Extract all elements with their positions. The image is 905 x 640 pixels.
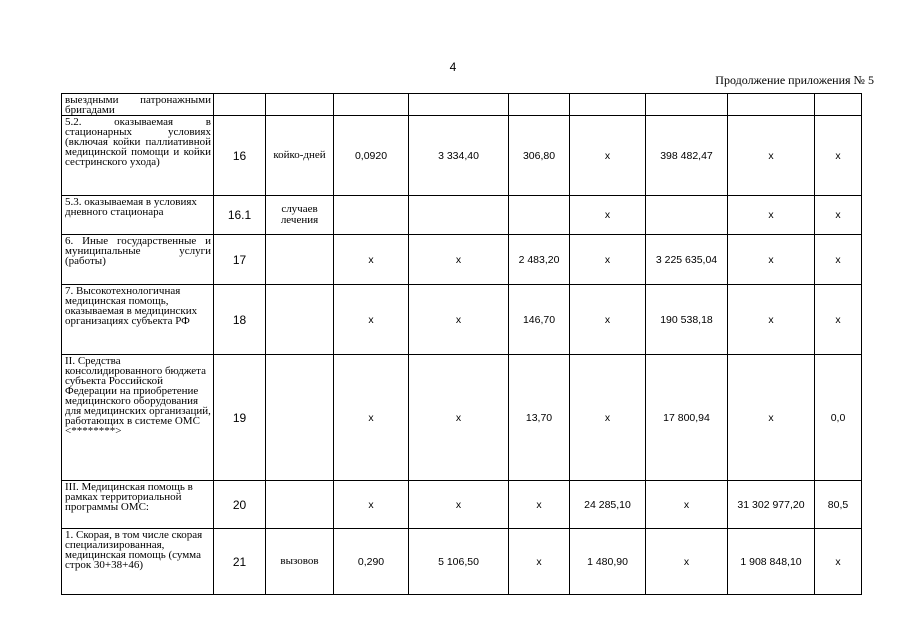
row-value: 80,5 <box>815 481 862 529</box>
table-row <box>62 196 862 235</box>
row-value: х <box>334 355 409 481</box>
row-value: 31 302 977,20 <box>728 481 815 529</box>
financing-table <box>61 93 862 595</box>
row-value: 1 480,90 <box>570 529 646 595</box>
row-value <box>646 94 728 116</box>
row-value: 2 483,20 <box>509 235 570 285</box>
row-value: х <box>815 116 862 196</box>
row-value: х <box>334 285 409 355</box>
row-value: 0,0920 <box>334 116 409 196</box>
row-value: х <box>646 481 728 529</box>
table-row <box>62 235 862 285</box>
appendix-continuation-note: Продолжение приложения № 5 <box>715 73 874 87</box>
row-number: 16.1 <box>214 196 266 235</box>
row-unit <box>266 481 334 529</box>
row-name: 7. Высокотехнологичная медицинская помощь, оказываемая в медицинских организациях субъекта РФ <box>62 285 214 355</box>
row-value: х <box>570 355 646 481</box>
row-number: 20 <box>214 481 266 529</box>
row-value: 398 482,47 <box>646 116 728 196</box>
table-row <box>62 529 862 595</box>
row-value <box>728 94 815 116</box>
row-value: х <box>409 481 509 529</box>
table-row <box>62 481 862 529</box>
row-unit: койко-дней <box>266 116 334 196</box>
row-value: х <box>815 529 862 595</box>
row-value: х <box>409 355 509 481</box>
row-value: х <box>509 481 570 529</box>
row-name: 1. Скорая, в том числе скорая специализированная, медицинская помощь (сумма строк 30+38+46) <box>62 529 214 595</box>
row-value: х <box>570 116 646 196</box>
row-number: 18 <box>214 285 266 355</box>
row-value: 13,70 <box>509 355 570 481</box>
row-value <box>646 196 728 235</box>
row-value <box>409 94 509 116</box>
row-value: 5 106,50 <box>409 529 509 595</box>
row-unit <box>266 355 334 481</box>
row-value: х <box>570 196 646 235</box>
row-value <box>815 94 862 116</box>
row-number: 16 <box>214 116 266 196</box>
row-value <box>409 196 509 235</box>
row-name: III. Медицинская помощь в рамках территориальной программы ОМС: <box>62 481 214 529</box>
row-name: выездными патронажными бригадами <box>62 94 214 116</box>
row-value: 3 225 635,04 <box>646 235 728 285</box>
row-value: 1 908 848,10 <box>728 529 815 595</box>
row-value: 17 800,94 <box>646 355 728 481</box>
row-value: х <box>728 285 815 355</box>
page-number: 4 <box>449 60 457 74</box>
row-value: 306,80 <box>509 116 570 196</box>
row-unit: случаев лечения <box>266 196 334 235</box>
row-value: х <box>646 529 728 595</box>
row-value: 0,0 <box>815 355 862 481</box>
row-unit <box>266 94 334 116</box>
table-row <box>62 285 862 355</box>
row-value: 190 538,18 <box>646 285 728 355</box>
row-value: х <box>728 235 815 285</box>
row-value: х <box>570 285 646 355</box>
row-value: 3 334,40 <box>409 116 509 196</box>
row-name: II. Средства консолидированного бюджета субъекта Российской Федерации на приобретение медицинского оборудования для медицинских организаций, работающих в системе ОМС <********> <box>62 355 214 481</box>
row-value: х <box>728 196 815 235</box>
row-value <box>570 94 646 116</box>
table-row <box>62 355 862 481</box>
row-value <box>334 196 409 235</box>
row-name: 6. Иные государственные и муниципальные услуги (работы) <box>62 235 214 285</box>
row-value <box>509 196 570 235</box>
row-value: 0,290 <box>334 529 409 595</box>
row-value: х <box>815 285 862 355</box>
row-value: х <box>509 529 570 595</box>
row-number: 19 <box>214 355 266 481</box>
row-value: х <box>815 235 862 285</box>
row-number: 21 <box>214 529 266 595</box>
row-value: 146,70 <box>509 285 570 355</box>
row-number: 17 <box>214 235 266 285</box>
row-name: 5.2. оказываемая в стационарных условиях (включая койки паллиативной медицинской помощи и койки сестринского ухода) <box>62 116 214 196</box>
row-value: х <box>409 285 509 355</box>
row-value <box>509 94 570 116</box>
row-value: х <box>570 235 646 285</box>
row-name: 5.3. оказываемая в условиях дневного стационара <box>62 196 214 235</box>
row-unit <box>266 235 334 285</box>
row-number <box>214 94 266 116</box>
table-row <box>62 94 862 116</box>
row-value: х <box>815 196 862 235</box>
row-unit <box>266 285 334 355</box>
table-row <box>62 116 862 196</box>
row-value: х <box>728 355 815 481</box>
row-value: х <box>334 235 409 285</box>
row-value: х <box>409 235 509 285</box>
row-value: 24 285,10 <box>570 481 646 529</box>
row-value: х <box>334 481 409 529</box>
row-value: х <box>728 116 815 196</box>
row-value <box>334 94 409 116</box>
row-unit: вызовов <box>266 529 334 595</box>
